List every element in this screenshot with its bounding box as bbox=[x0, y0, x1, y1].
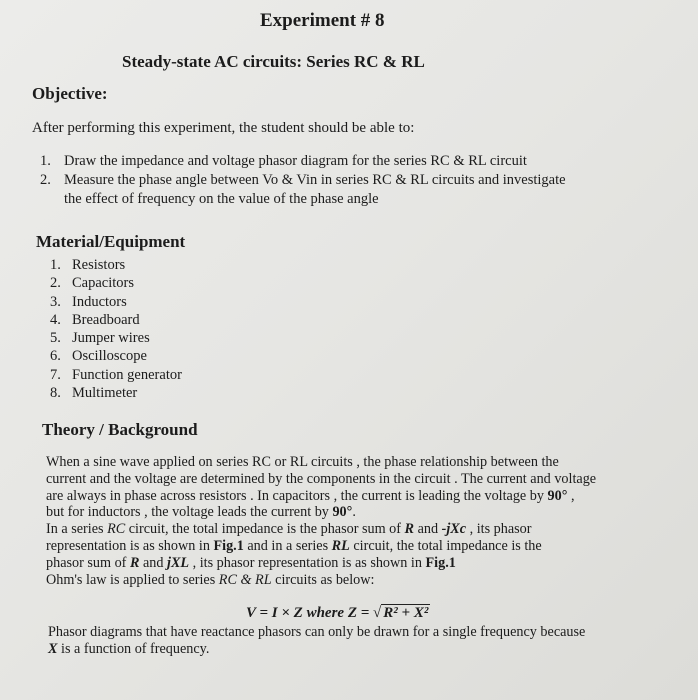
closing-paragraph bbox=[48, 624, 585, 658]
theory-body bbox=[46, 454, 596, 588]
theory-line: phasor sum of R and jXL , its phasor representation is as shown in Fig.1 bbox=[46, 554, 456, 571]
page-subtitle: Steady-state AC circuits: Series RC & RL bbox=[122, 52, 425, 71]
list-item: 7. Function generator bbox=[50, 366, 182, 383]
page-title: Experiment # 8 bbox=[260, 10, 385, 31]
list-item: 1. Resistors bbox=[50, 257, 126, 273]
theory-line: but for inductors , the voltage leads the current by 90°. bbox=[46, 504, 356, 521]
objective-item: 2. Measure the phase angle between Vo & Vin in series RC & RL circuits and investigate bbox=[40, 172, 566, 188]
objective-heading: Objective: bbox=[32, 84, 108, 103]
ohms-law-formula: V = I × Z where Z = √ R² + X² bbox=[246, 605, 429, 621]
theory-heading: Theory / Background bbox=[42, 420, 198, 439]
materials-heading: Material/Equipment bbox=[36, 232, 186, 251]
objective-item: 1. Draw the impedance and voltage phasor diagram for the series RC & RL circuit bbox=[40, 153, 527, 169]
list-item: 8. Multimeter bbox=[50, 385, 138, 402]
theory-line: In a series RC circuit, the total impedance is the phasor sum of R and -jXc , its phasor bbox=[46, 521, 532, 538]
theory-line: current and the voltage are determined by the components in the circuit . The current and voltage bbox=[46, 470, 597, 487]
list-item: 4. Breadboard bbox=[50, 311, 140, 328]
list-item: 6. Oscilloscope bbox=[50, 348, 147, 365]
theory-line: representation is as shown in Fig.1 and in a series RL circuit, the total impedance is the bbox=[46, 537, 542, 554]
theory-line: Phasor diagrams that have reactance phasors can only be drawn for a single frequency because bbox=[48, 624, 586, 640]
objective-list bbox=[40, 152, 566, 209]
list-item: 3. Inductors bbox=[50, 293, 127, 310]
list-item: 2. Capacitors bbox=[50, 275, 135, 292]
theory-line: Ohm's law is applied to series RC & RL circuits as below: bbox=[46, 571, 375, 588]
materials-list bbox=[50, 256, 182, 402]
theory-line: When a sine wave applied on series RC or RL circuits , the phase relationship between the bbox=[46, 454, 559, 470]
objective-intro: After performing this experiment, the student should be able to: bbox=[32, 120, 415, 136]
list-item: 5. Jumper wires bbox=[50, 330, 150, 347]
theory-line: X is a function of frequency. bbox=[48, 641, 210, 657]
objective-item-continuation: the effect of frequency on the value of the phase angle bbox=[64, 191, 379, 207]
theory-line: are always in phase across resistors . In capacitors , the current is leading the voltage by 90° , bbox=[46, 487, 575, 504]
